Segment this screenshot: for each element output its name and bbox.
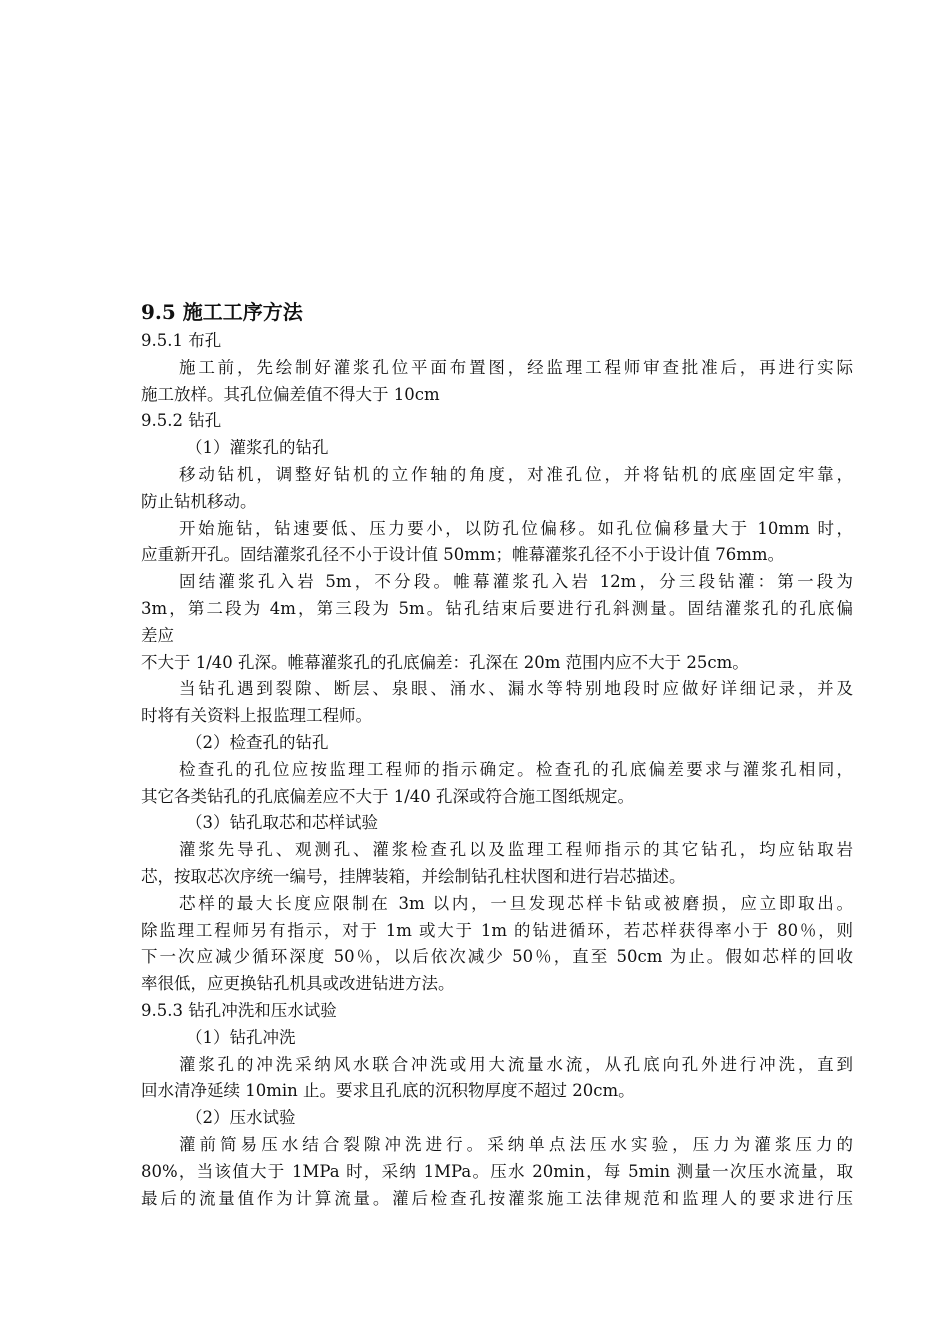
body-line: 固结灌浆孔入岩 5m，不分段。帷幕灌浆孔入岩 12m，分三段钻灌：第一段为 bbox=[179, 572, 853, 592]
body-line: 当钻孔遇到裂隙、断层、泉眼、涌水、漏水等特别地段时应做好详细记录，并及 bbox=[179, 679, 853, 699]
body-line: 应重新开孔。固结灌浆孔径不小于设计值 50mm；帷幕灌浆孔径不小于设计值 76mm。 bbox=[141, 545, 785, 565]
body-line: 最后的流量值作为计算流量。灌后检查孔按灌浆施工法律规范和监理人的要求进行压 bbox=[141, 1188, 853, 1208]
body-line: 除监理工程师另有指示，对于 1m 或大于 1m 的钻进循环，若芯样获得率小于 80％，则 bbox=[141, 920, 853, 940]
body-line: 不大于 1/40 孔深。帷幕灌浆孔的孔底偏差：孔深在 20m 范围内应不大于 25cm。 bbox=[141, 652, 749, 672]
body-line: 下一次应减少循环深度 50％，以后依次减少 50％，直至 50cm 为止。假如芯样的回收 bbox=[141, 947, 853, 967]
body-line: 施工放样。其孔位偏差值不得大于 10cm bbox=[141, 384, 440, 404]
body-line: （1）灌浆孔的钻孔 bbox=[186, 438, 329, 458]
document-body bbox=[141, 328, 853, 1212]
body-line: 施工前，先绘制好灌浆孔位平面布置图，经监理工程师审查批准后，再进行实际 bbox=[179, 357, 853, 377]
body-line: 灌浆孔的冲洗采纳风水联合冲洗或用大流量水流，从孔底向孔外进行冲洗，直到 bbox=[179, 1054, 853, 1074]
body-line: 9.5.2 钻孔 bbox=[141, 411, 222, 431]
body-line: 其它各类钻孔的孔底偏差应不大于 1/40 孔深或符合施工图纸规定。 bbox=[141, 786, 635, 806]
body-line: 开始施钻，钻速要低、压力要小，以防孔位偏移。如孔位偏移量大于 10mm 时， bbox=[179, 518, 853, 538]
body-line: （2）压水试验 bbox=[186, 1108, 296, 1128]
body-line: 差应 bbox=[141, 625, 174, 645]
body-line: 3m，第二段为 4m，第三段为 5m。钻孔结束后要进行孔斜测量。固结灌浆孔的孔底偏 bbox=[141, 598, 853, 618]
body-line: 芯，按取芯次序统一编号，挂牌装箱，并绘制钻孔柱状图和进行岩芯描述。 bbox=[141, 866, 686, 886]
section-title: 9.5 施工工序方法 bbox=[141, 300, 303, 324]
body-line: 防止钻机移动。 bbox=[141, 491, 257, 511]
body-line: 检查孔的孔位应按监理工程师的指示确定。检查孔的孔底偏差要求与灌浆孔相同， bbox=[179, 759, 853, 779]
body-line: 灌浆先导孔、观测孔、灌浆检查孔以及监理工程师指示的其它钻孔，均应钻取岩 bbox=[179, 840, 853, 860]
body-line: 芯样的最大长度应限制在 3m 以内，一旦发现芯样卡钻或被磨损，应立即取出。 bbox=[179, 893, 853, 913]
body-line: 回水清净延续 10min 止。要求且孔底的沉积物厚度不超过 20cm。 bbox=[141, 1081, 635, 1101]
body-line: 时将有关资料上报监理工程师。 bbox=[141, 706, 372, 726]
body-line: 移动钻机，调整好钻机的立作轴的角度，对准孔位，并将钻机的底座固定牢靠， bbox=[179, 464, 853, 484]
body-line: （3）钻孔取芯和芯样试验 bbox=[186, 813, 378, 833]
body-line: 灌前简易压水结合裂隙冲洗进行。采纳单点法压水实验，压力为灌浆压力的 bbox=[179, 1134, 853, 1154]
body-line: （2）检查孔的钻孔 bbox=[186, 732, 329, 752]
body-line: 80%，当该值大于 1MPa 时，采纳 1MPa。压水 20min，每 5min 测量一次压水流量，取 bbox=[141, 1161, 853, 1181]
body-line: 9.5.3 钻孔冲洗和压水试验 bbox=[141, 1000, 337, 1020]
body-line: 9.5.1 布孔 bbox=[141, 331, 222, 350]
body-line: 率很低，应更换钻孔机具或改进钻进方法。 bbox=[141, 974, 455, 994]
body-line: （1）钻孔冲洗 bbox=[186, 1027, 296, 1047]
